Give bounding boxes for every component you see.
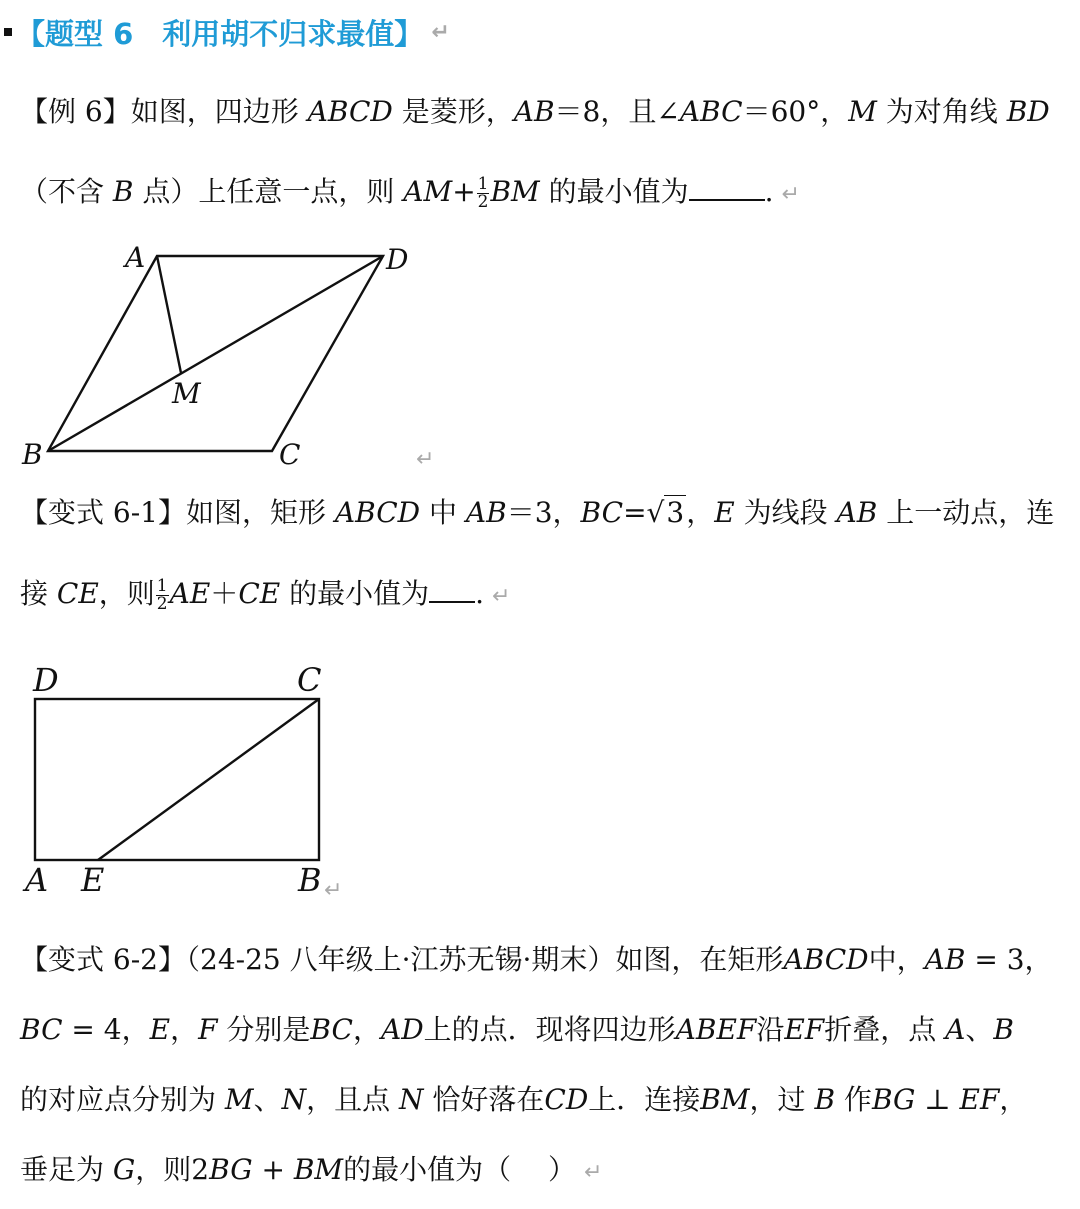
text: = 4， (62, 1013, 150, 1046)
text: . (764, 175, 774, 208)
variant6-2-line3 (20, 1080, 1027, 1120)
math-var: G (112, 1153, 136, 1186)
example6-line1 (20, 92, 1050, 132)
math-var: ABC (679, 95, 743, 128)
math-var: ABCD (334, 496, 421, 529)
text: . (475, 577, 484, 610)
math-var: AB (924, 943, 966, 976)
paragraph-mark-icon: ↵ (416, 447, 435, 472)
math-var: AB (465, 496, 507, 529)
math-var: M (848, 95, 877, 128)
square-root (647, 493, 687, 533)
math-var: B (814, 1083, 836, 1116)
text: ，过 (749, 1083, 815, 1116)
math-var: BM (490, 175, 540, 208)
text: 的对应点分别为 (20, 1083, 225, 1116)
text: 恰好落在 (423, 1083, 545, 1116)
text: + (452, 175, 476, 208)
math-var: B (993, 1013, 1014, 1046)
text: 分别是 (217, 1013, 311, 1046)
text: 沿 (756, 1013, 785, 1046)
paragraph-mark-icon: ↵ (324, 878, 343, 903)
math-var: E (149, 1013, 171, 1046)
example-tag: 【例 6】 (20, 95, 131, 128)
vertex-label-a: A (25, 861, 49, 899)
math-var: M (224, 1083, 254, 1116)
fraction-numerator: 1 (477, 174, 489, 194)
math-var: AD (380, 1013, 424, 1046)
example-tag: 【变式 6-1】 (20, 496, 186, 529)
math-var: ABCD (783, 943, 869, 976)
answer-blank (689, 173, 765, 201)
text: ，则 (98, 577, 155, 610)
math-var: A (945, 1013, 966, 1046)
text: ， (999, 1083, 1028, 1116)
text: = (623, 496, 647, 529)
text: 折叠，点 (824, 1013, 946, 1046)
vertex-label-c: C (297, 661, 322, 699)
text: 为线段 (734, 496, 837, 529)
text: 、 (253, 1083, 282, 1116)
sqrt-radicand: 3 (666, 496, 685, 529)
math-var: AB (836, 496, 878, 529)
text: 、 (965, 1013, 994, 1046)
text: ＋ (210, 577, 239, 610)
fraction-one-half (477, 176, 490, 211)
math-var: CE (56, 577, 99, 610)
text: 是菱形， (392, 95, 514, 128)
text: ＝60°， (742, 95, 849, 128)
math-var: EF (959, 1083, 1000, 1116)
segment-am (157, 256, 181, 373)
math-var: BG (209, 1153, 253, 1186)
math-var: F (198, 1013, 218, 1046)
vertex-label-c: C (279, 438, 301, 471)
vertex-label-b: B (298, 861, 322, 899)
example6-line2 (20, 172, 800, 215)
rectangle-outline (35, 699, 319, 860)
text: （24-25 八年级上·江苏无锡·期末）如图，在矩形 (186, 943, 784, 976)
text: 垂足为 (20, 1153, 113, 1186)
math-var: BC (20, 1013, 63, 1046)
variant6-2-line2 (20, 1010, 1014, 1050)
text: ，且点 (306, 1083, 399, 1116)
math-var: BM (700, 1083, 750, 1116)
bullet-marker (4, 28, 12, 36)
math-var: B (112, 175, 134, 208)
variant6-2-line4 (20, 1150, 602, 1193)
text: 的最小值为 (539, 175, 689, 208)
text: （不含 (20, 175, 113, 208)
text: ＝3， (506, 496, 581, 529)
paragraph-mark-icon: ↵ (584, 1160, 603, 1185)
vertex-label-d: D (33, 661, 59, 699)
text: 作 (835, 1083, 872, 1116)
fraction-denominator: 2 (477, 192, 489, 212)
fraction-one-half (156, 578, 169, 613)
math-var: AB (513, 95, 555, 128)
text: 如图，矩形 (186, 496, 335, 529)
sqrt-symbol: √ (646, 496, 665, 529)
section-heading (4, 10, 450, 54)
math-var: BD (1006, 95, 1050, 128)
text: ＝8，且∠ (554, 95, 680, 128)
text: ⊥ (915, 1083, 960, 1116)
text: 中， (868, 943, 925, 976)
math-var: BM (293, 1153, 344, 1186)
text: 上的点．现将四边形 (423, 1013, 676, 1046)
variant6-1-line1 (20, 493, 1054, 533)
math-var: AM (403, 175, 453, 208)
rectangle-figure (0, 655, 360, 905)
segment-ce (98, 699, 319, 860)
variant6-2-line1 (20, 940, 1053, 980)
fraction-denominator: 2 (156, 594, 168, 614)
math-var: N (281, 1083, 307, 1116)
math-var: EF (784, 1013, 825, 1046)
vertex-label-a: A (125, 241, 146, 274)
vertex-label-d: D (386, 243, 409, 276)
math-var: ABCD (307, 95, 393, 128)
math-var: ABEF (675, 1013, 757, 1046)
text: 为对角线 (876, 95, 1007, 128)
text: 中 (420, 496, 466, 529)
text: ， (686, 496, 715, 529)
point-label-m: M (172, 377, 201, 410)
math-var: AE (169, 577, 211, 610)
text: ，则2 (135, 1153, 210, 1186)
text: = 3， (965, 943, 1053, 976)
math-var: BC (310, 1013, 353, 1046)
example-tag: 【变式 6-2】 (20, 943, 186, 976)
text: 的最小值为（ ） (343, 1153, 576, 1186)
heading-title: 【题型 6 利用胡不归求最值】 (16, 16, 424, 51)
vertex-label-b: B (22, 438, 43, 471)
text: 上．连接 (588, 1083, 701, 1116)
paragraph-mark-icon: ↵ (492, 584, 511, 609)
math-var: N (399, 1083, 424, 1116)
text: 点）上任意一点，则 (133, 175, 404, 208)
text: 如图，四边形 (130, 95, 308, 128)
math-var: E (714, 496, 735, 529)
variant6-1-line2 (20, 574, 510, 617)
fraction-numerator: 1 (156, 576, 168, 596)
math-var: CD (544, 1083, 589, 1116)
text: 上一动点，连 (877, 496, 1055, 529)
text: 的最小值为 (280, 577, 430, 610)
math-var: CE (238, 577, 281, 610)
paragraph-mark-icon: ↵ (431, 19, 450, 45)
text: ， (352, 1013, 381, 1046)
paragraph-mark-icon: ↵ (781, 182, 800, 207)
text: + (252, 1153, 294, 1186)
point-label-e: E (81, 861, 105, 899)
rhombus-figure (0, 235, 460, 475)
text: ， (170, 1013, 199, 1046)
math-var: BC (580, 496, 624, 529)
text: 接 (20, 577, 57, 610)
math-var: BG (871, 1083, 916, 1116)
answer-blank (429, 575, 475, 603)
diagonal-bd (48, 256, 383, 451)
